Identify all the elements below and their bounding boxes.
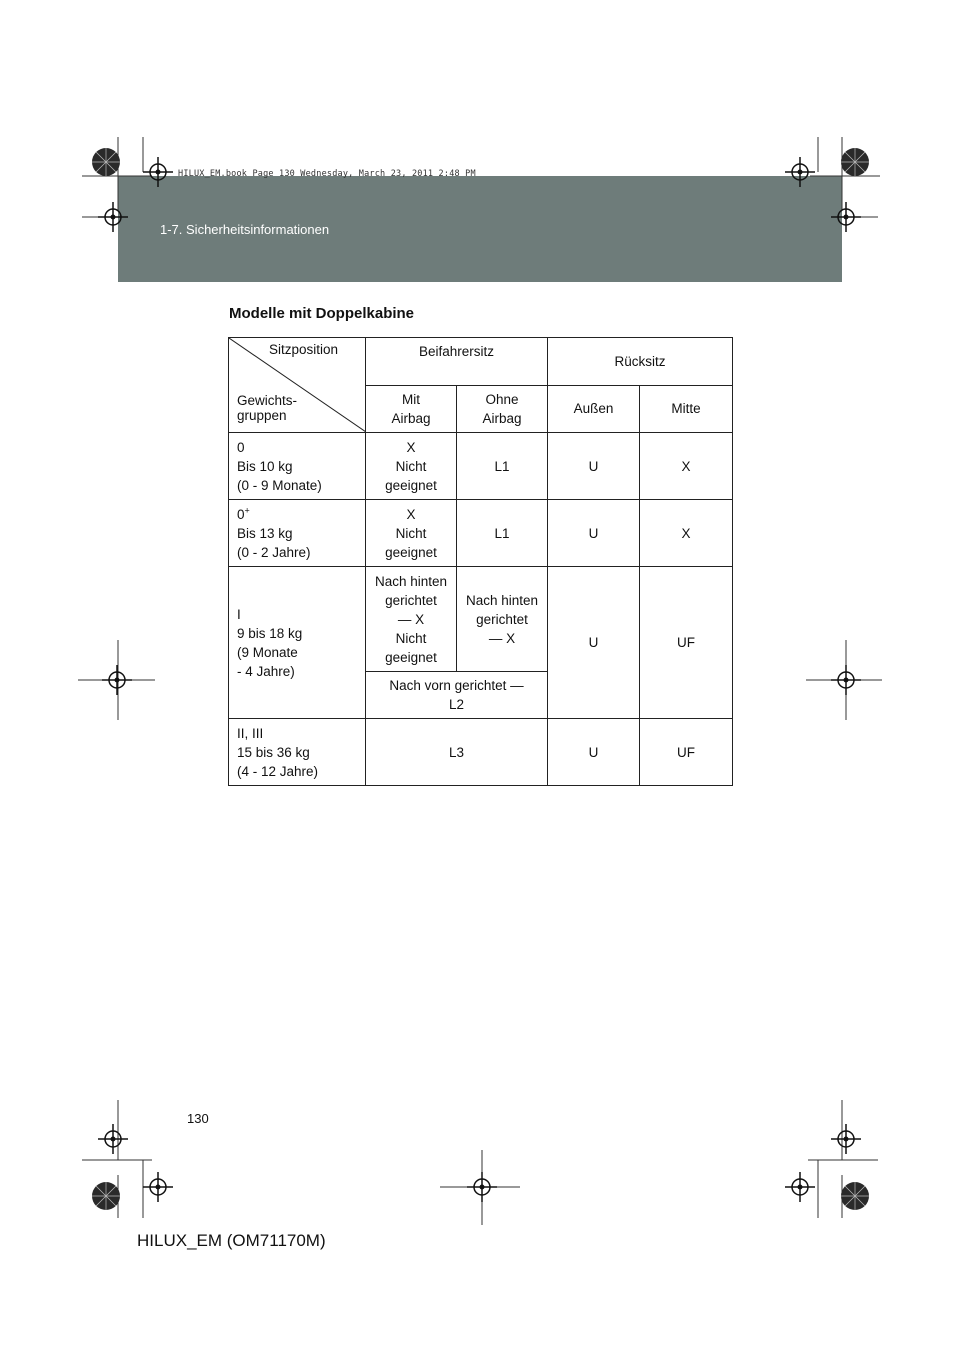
subheader-aussen: Außen <box>548 385 640 433</box>
aussen-cell: U <box>548 567 640 719</box>
subheader-ohne-airbag: Ohne Airbag <box>457 385 548 433</box>
aussen-cell: U <box>548 433 640 500</box>
table-row <box>229 567 733 672</box>
corner-label-gewichtsgruppen: Gewichts- gruppen <box>237 393 298 423</box>
weight-group-cell: 0 Bis 10 kg (0 - 9 Monate) <box>229 433 366 500</box>
aussen-cell: U <box>548 500 640 567</box>
mitte-cell: X <box>640 500 733 567</box>
book-stamp: HILUX_EM.book Page 130 Wednesday, March 23, 2011 2:48 PM <box>178 169 476 179</box>
corner-label-sitzposition: Sitzposition <box>269 342 339 357</box>
weight-group-cell: I 9 bis 18 kg (9 Monate - 4 Jahre) <box>229 567 366 719</box>
page-heading: Modelle mit Doppelkabine <box>229 305 415 322</box>
aussen-cell: U <box>548 719 640 786</box>
ohne-airbag-cell: L1 <box>457 500 548 567</box>
subheader-mitte: Mitte <box>640 385 733 433</box>
subheader-mit-airbag: Mit Airbag <box>366 385 457 433</box>
table-row <box>229 719 733 786</box>
header-beifahrersitz: Beifahrersitz <box>366 338 548 386</box>
ohne-airbag-cell: Nach hinten gerichtet — X <box>457 567 548 672</box>
weight-group-cell: 0+ Bis 13 kg (0 - 2 Jahre) <box>229 500 366 567</box>
mit-airbag-cell: X Nicht geeignet <box>366 500 457 567</box>
page-number: 130 <box>187 1111 209 1126</box>
table-row <box>229 500 733 567</box>
beifahrersitz-cell: L3 <box>366 719 548 786</box>
weight-group-cell: II, III 15 bis 36 kg (4 - 12 Jahre) <box>229 719 366 786</box>
footer-manual-code: HILUX_EM (OM71170M) <box>137 1231 326 1250</box>
ohne-airbag-cell: L1 <box>457 433 548 500</box>
child-seat-table <box>228 337 733 786</box>
corner-header-cell <box>229 338 366 433</box>
mit-airbag-cell: Nach hinten gerichtet — X Nicht geeignet <box>366 567 457 672</box>
table-row <box>229 433 733 500</box>
mit-airbag-cell: X Nicht geeignet <box>366 433 457 500</box>
mitte-cell: UF <box>640 719 733 786</box>
mitte-cell: UF <box>640 567 733 719</box>
section-title: 1-7. Sicherheitsinformationen <box>160 222 330 237</box>
header-ruecksitz: Rücksitz <box>548 338 733 386</box>
nach-vorn-cell: Nach vorn gerichtet — L2 <box>366 672 548 719</box>
mitte-cell: X <box>640 433 733 500</box>
